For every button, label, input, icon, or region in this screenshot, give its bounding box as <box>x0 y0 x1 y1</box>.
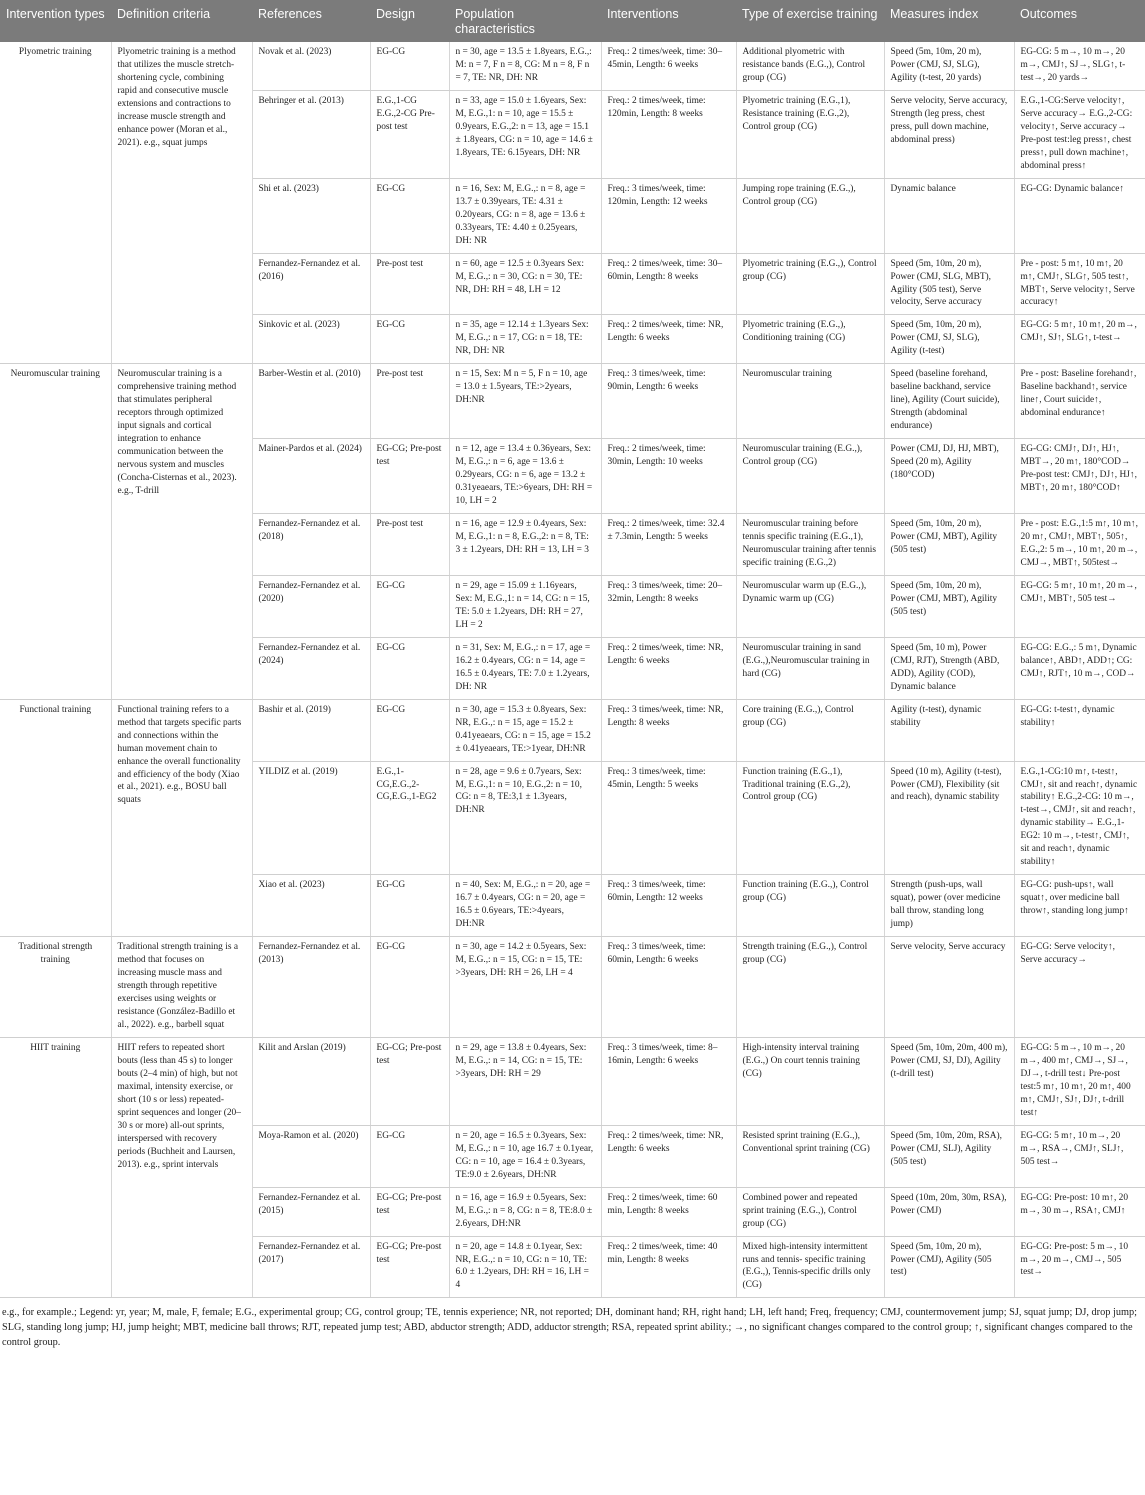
interventions-cell: Freq.: 3 times/week, time: 20–32min, Length: 8 weeks <box>601 575 736 637</box>
design-cell: EG-CG <box>370 699 449 761</box>
measures-cell: Speed (5m, 10m, 20 m), Power (CMJ, SJ, SLG), Agility (t-test, 20 yards) <box>884 42 1014 90</box>
design-cell: EG-CG <box>370 575 449 637</box>
reference-cell: Fernandez-Fernandez et al. (2018) <box>252 514 370 576</box>
outcomes-cell: Pre - post: Baseline forehand↑, Baseline backhand↑, service line↑, Court suicide↑, abdominal endurance↑ <box>1014 364 1145 439</box>
measures-cell: Speed (5m, 10m, 20 m), Power (CMJ, SLG, MBT), Agility (505 test), Serve velocity, Serve accuracy <box>884 253 1014 315</box>
population-cell: n = 30, age = 13.5 ± 1.8years, E.G.,: M: n = 7, F n = 8, CG: M n = 8, F n = 7, TE: NR, DH: NR <box>449 42 601 90</box>
table-row <box>0 1037 1145 1125</box>
interventions-cell: Freq.: 2 times/week, time: 40 min, Length: 8 weeks <box>601 1236 736 1298</box>
reference-cell: Fernandez-Fernandez et al. (2013) <box>252 937 370 1038</box>
population-cell: n = 60, age = 12.5 ± 0.3years Sex: M, E.G.,: n = 30, CG: n = 30, TE: NR, DH: RH = 48, LH = 12 <box>449 253 601 315</box>
measures-cell: Serve velocity, Serve accuracy, Strength (leg press, chest press, pull down machine, abdominal press) <box>884 90 1014 178</box>
measures-cell: Serve velocity, Serve accuracy <box>884 937 1014 1038</box>
interventions-cell: Freq.: 2 times/week, time: 30min, Length: 10 weeks <box>601 439 736 514</box>
measures-cell: Agility (t-test), dynamic stability <box>884 699 1014 761</box>
outcomes-cell: EG-CG: Pre-post: 10 m↑, 20 m→, 30 m→, RSA↑, CMJ↑ <box>1014 1187 1145 1236</box>
population-cell: n = 16, age = 12.9 ± 0.4years, Sex: M, E.G.,1: n = 8, E.G.,2: n = 8, TE: 3 ± 1.2years, DH: RH = 13, LH = 3 <box>449 514 601 576</box>
measures-cell: Speed (baseline forehand, baseline backhand, service line), Agility (Court suicide), Strength (abdominal endurance) <box>884 364 1014 439</box>
measures-cell: Speed (10 m), Agility (t-test), Power (CMJ), Flexibility (sit and reach), dynamic stability <box>884 761 1014 875</box>
table-row <box>0 364 1145 439</box>
design-cell: Pre-post test <box>370 253 449 315</box>
reference-cell: Sinkovic et al. (2023) <box>252 315 370 364</box>
header-interventions: Interventions <box>601 0 736 42</box>
interventions-cell: Freq.: 3 times/week, time: NR, Length: 8 weeks <box>601 699 736 761</box>
exercise-type-cell: Jumping rope training (E.G.,), Control group (CG) <box>736 178 884 253</box>
reference-cell: Fernandez-Fernandez et al. (2020) <box>252 575 370 637</box>
definition-cell: Neuromuscular training is a comprehensive training method that stimulates peripheral receptors through optimized input signals and cortical integration to enhance communication between the nervous system and muscles (Concha-Cisternas et al., 2023). e.g., T-drill <box>111 364 252 699</box>
reference-cell: Barber-Westin et al. (2010) <box>252 364 370 439</box>
header-outcomes: Outcomes <box>1014 0 1145 42</box>
design-cell: EG-CG; Pre-post test <box>370 1187 449 1236</box>
reference-cell: Fernandez-Fernandez et al. (2024) <box>252 637 370 699</box>
exercise-type-cell: Core training (E.G.,), Control group (CG) <box>736 699 884 761</box>
reference-cell: Shi et al. (2023) <box>252 178 370 253</box>
outcomes-cell: Pre - post: 5 m↑, 10 m↑, 20 m↑, CMJ↑, SLG↑, 505 test↑, MBT↑, Serve velocity↑, Serve accuracy↑ <box>1014 253 1145 315</box>
measures-cell: Speed (5m, 10m, 20 m), Power (CMJ, SJ, SLG), Agility (t-test) <box>884 315 1014 364</box>
exercise-type-cell: Function training (E.G.,), Control group (CG) <box>736 875 884 937</box>
reference-cell: Xiao et al. (2023) <box>252 875 370 937</box>
measures-cell: Strength (push-ups, wall squat), power (over medicine ball throw, standing long jump) <box>884 875 1014 937</box>
design-cell: E.G.,1-CG E.G.,2-CG Pre-post test <box>370 90 449 178</box>
measures-cell: Dynamic balance <box>884 178 1014 253</box>
measures-cell: Speed (5m, 10m, 20m, RSA), Power (CMJ, SLJ), Agility (505 test) <box>884 1125 1014 1187</box>
exercise-type-cell: Mixed high-intensity intermittent runs and tennis- specific training (E.G.,), Tennis-specific drills only (CG) <box>736 1236 884 1298</box>
exercise-type-cell: Neuromuscular training in sand (E.G.,),Neuromuscular training in hard (CG) <box>736 637 884 699</box>
interventions-cell: Freq.: 2 times/week, time: 120min, Length: 8 weeks <box>601 90 736 178</box>
outcomes-cell: EG-CG: Serve velocity↑, Serve accuracy→ <box>1014 937 1145 1038</box>
header-population-characteristics: Population characteristics <box>449 0 601 42</box>
population-cell: n = 29, age = 15.09 ± 1.16years, Sex: M, E.G.,1: n = 14, CG: n = 15, TE: 5.0 ± 1.2years, DH: RH = 27, LH = 2 <box>449 575 601 637</box>
header-references: References <box>252 0 370 42</box>
exercise-type-cell: High-intensity interval training (E.G.,) On court tennis training (CG) <box>736 1037 884 1125</box>
population-cell: n = 12, age = 13.4 ± 0.36years, Sex: M, E.G.,: n = 6, age = 13.6 ± 0.29years, CG: n = 6, age = 13.2 ± 0.31yeaears, TE:>6years, DH: RH = 10, LH = 2 <box>449 439 601 514</box>
table-row <box>0 699 1145 761</box>
exercise-type-cell: Plyometric training (E.G.,), Conditioning training (CG) <box>736 315 884 364</box>
design-cell: EG-CG <box>370 637 449 699</box>
measures-cell: Speed (5m, 10m, 20 m), Power (CMJ), Agility (505 test) <box>884 1236 1014 1298</box>
reference-cell: Behringer et al. (2013) <box>252 90 370 178</box>
intervention-type-cell: HIIT training <box>0 1037 111 1297</box>
header-row <box>0 0 1145 42</box>
exercise-type-cell: Plyometric training (E.G.,), Control group (CG) <box>736 253 884 315</box>
design-cell: EG-CG; Pre-post test <box>370 1236 449 1298</box>
exercise-type-cell: Plyometric training (E.G.,1), Resistance training (E.G.,2), Control group (CG) <box>736 90 884 178</box>
outcomes-cell: EG-CG: E.G.,: 5 m↑, Dynamic balance↑, ABD↑, ADD↑; CG: CMJ↑, RJT↑, 10 m→, COD→ <box>1014 637 1145 699</box>
header-measures-index: Measures index <box>884 0 1014 42</box>
population-cell: n = 40, Sex: M, E.G.,: n = 20, age = 16.7 ± 0.4years, CG: n = 20, age = 16.5 ± 0.6years, TE:>4years, DH:NR <box>449 875 601 937</box>
interventions-cell: Freq.: 3 times/week, time: 60min, Length: 12 weeks <box>601 875 736 937</box>
interventions-cell: Freq.: 2 times/week, time: NR, Length: 6 weeks <box>601 637 736 699</box>
interventions-cell: Freq.: 3 times/week, time: 90min, Length: 6 weeks <box>601 364 736 439</box>
outcomes-cell: EG-CG: CMJ↑, DJ↑, HJ↑, MBT→, 20 m↑, 180°COD→ Pre-post test: CMJ↑, DJ↑, HJ↑, MBT↑, 20 m↑, 180°COD↑ <box>1014 439 1145 514</box>
exercise-type-cell: Resisted sprint training (E.G.,), Conventional sprint training (CG) <box>736 1125 884 1187</box>
exercise-type-cell: Neuromuscular warm up (E.G.,), Dynamic warm up (CG) <box>736 575 884 637</box>
exercise-type-cell: Combined power and repeated sprint training (E.G.,), Control group (CG) <box>736 1187 884 1236</box>
outcomes-cell: EG-CG: push-ups↑, wall squat↑, over medicine ball throw↑, standing long jump↑ <box>1014 875 1145 937</box>
intervention-type-cell: Traditional strength training <box>0 937 111 1038</box>
measures-cell: Power (CMJ, DJ, HJ, MBT), Speed (20 m), Agility (180°COD) <box>884 439 1014 514</box>
header-type-of-exercise-training: Type of exercise training <box>736 0 884 42</box>
outcomes-cell: EG-CG: t-test↑, dynamic stability↑ <box>1014 699 1145 761</box>
population-cell: n = 20, age = 14.8 ± 0.1year, Sex: NR, E.G.,: n = 10, CG: n = 10, TE: 6.0 ± 1.2years, DH: RH = 16, LH = 4 <box>449 1236 601 1298</box>
outcomes-cell: EG-CG: 5 m↑, 10 m→, 20 m→, RSA→, CMJ↑, SLJ↑, 505 test→ <box>1014 1125 1145 1187</box>
measures-cell: Speed (10m, 20m, 30m, RSA), Power (CMJ) <box>884 1187 1014 1236</box>
table-legend: e.g., for example.; Legend: yr, year; M, male, F, female; E.G., experimental group; CG, control group; TE, tennis experience; NR, not reported; DH, dominant hand; RH, right hand; LH, left hand; Freq, frequency; CMJ, countermovement jump; SJ, squat jump; DJ, drop jump; SLG, standing long jump; HJ, jump height; MBT, medicine ball throws; RJT, repeated jump test; ABD, abductor strength; ADD, adductor strength; RSA, repeated sprint ability.; →, no significant changes compared to the control group; ↑, significant changes compared to the control group. <box>2 1307 1137 1348</box>
design-cell: EG-CG <box>370 937 449 1038</box>
table-body <box>0 42 1145 1298</box>
interventions-cell: Freq.: 3 times/week, time: 60min, Length: 6 weeks <box>601 937 736 1038</box>
measures-cell: Speed (5m, 10m, 20m, 400 m), Power (CMJ, SJ, DJ), Agility (t-drill test) <box>884 1037 1014 1125</box>
design-cell: EG-CG <box>370 315 449 364</box>
reference-cell: Mainer-Pardos et al. (2024) <box>252 439 370 514</box>
table-row <box>0 42 1145 90</box>
design-cell: EG-CG <box>370 42 449 90</box>
population-cell: n = 29, age = 13.8 ± 0.4years, Sex: M, E.G.,: n = 14, CG: n = 15, TE: >3years, DH: RH = 29 <box>449 1037 601 1125</box>
header-design: Design <box>370 0 449 42</box>
design-cell: Pre-post test <box>370 514 449 576</box>
design-cell: E.G.,1-CG,E.G.,2-CG,E.G.,1-EG2 <box>370 761 449 875</box>
interventions-cell: Freq.: 2 times/week, time: 30–60min, Length: 8 weeks <box>601 253 736 315</box>
exercise-type-cell: Strength training (E.G.,), Control group (CG) <box>736 937 884 1038</box>
design-cell: EG-CG; Pre-post test <box>370 1037 449 1125</box>
interventions-cell: Freq.: 2 times/week, time: 60 min, Length: 8 weeks <box>601 1187 736 1236</box>
outcomes-cell: E.G.,1-CG:10 m↑, t-test↑, CMJ↑, sit and reach↑, dynamic stability↑ E.G.,2-CG: 10 m→, t-test→, CMJ↑, sit and reach↑, dynamic stability→ E.G.,1-EG2: 10 m→, t-test↑, CMJ↑, sit and reach↑, dynamic stability↑ <box>1014 761 1145 875</box>
reference-cell: YILDIZ et al. (2019) <box>252 761 370 875</box>
reference-cell: Moya-Ramon et al. (2020) <box>252 1125 370 1187</box>
population-cell: n = 16, Sex: M, E.G.,: n = 8, age = 13.7 ± 0.39years, TE: 4.31 ± 0.20years, CG: n = 8, age = 13.6 ± 0.33years, TE: 4.40 ± 0.25years, DH: NR <box>449 178 601 253</box>
design-cell: EG-CG <box>370 1125 449 1187</box>
interventions-cell: Freq.: 3 times/week, time: 45min, Length: 5 weeks <box>601 761 736 875</box>
exercise-type-cell: Function training (E.G.,1), Traditional training (E.G.,2), Control group (CG) <box>736 761 884 875</box>
design-cell: EG-CG <box>370 875 449 937</box>
population-cell: n = 30, age = 14.2 ± 0.5years, Sex: M, E.G.,: n = 15, CG: n = 15, TE: >3years, DH: RH = 26, LH = 4 <box>449 937 601 1038</box>
population-cell: n = 20, age = 16.5 ± 0.3years, Sex: M, E.G.,: n = 10, age 16.7 ± 0.1year, CG: n = 10, age = 16.4 ± 0.3years, TE:9.0 ± 2.6years, DH:NR <box>449 1125 601 1187</box>
definition-cell: Functional training refers to a method that targets specific parts and connections within the human movement chain to enhance the overall functionality and efficiency of the body (Xiao et al., 2021). e.g., BOSU ball squats <box>111 699 252 937</box>
intervention-type-cell: Neuromuscular training <box>0 364 111 699</box>
design-cell: EG-CG <box>370 178 449 253</box>
outcomes-cell: EG-CG: 5 m→, 10 m→, 20 m→, CMJ↑, SJ→, SLG↑, t-test→, 20 yards→ <box>1014 42 1145 90</box>
definition-cell: Plyometric training is a method that utilizes the muscle stretch-shortening cycle, combining rapid and consecutive muscle extensions and contractions to increase muscle strength and enhance power (Moran et al., 2021). e.g., squat jumps <box>111 42 252 364</box>
reference-cell: Kilit and Arslan (2019) <box>252 1037 370 1125</box>
exercise-type-cell: Additional plyometric with resistance bands (E.G.,), Control group (CG) <box>736 42 884 90</box>
reference-cell: Novak et al. (2023) <box>252 42 370 90</box>
population-cell: n = 28, age = 9.6 ± 0.7years, Sex: M, E.G.,1: n = 10, E.G.,2: n = 10, CG: n = 8, TE:3,1 ± 1.3years, DH:NR <box>449 761 601 875</box>
design-cell: Pre-post test <box>370 364 449 439</box>
population-cell: n = 16, age = 16.9 ± 0.5years, Sex: M, E.G.,: n = 8, CG: n = 8, TE:8.0 ± 2.6years, DH:NR <box>449 1187 601 1236</box>
reference-cell: Fernandez-Fernandez et al. (2017) <box>252 1236 370 1298</box>
measures-cell: Speed (5m, 10m, 20 m), Power (CMJ, MBT), Agility (505 test) <box>884 575 1014 637</box>
population-cell: n = 30, age = 15.3 ± 0.8years, Sex: NR, E.G.,: n = 15, age = 15.2 ± 0.41yeaears, CG: n = 15, age = 15.2 ± 0.41yeaears, TE:>1year, DH:NR <box>449 699 601 761</box>
interventions-cell: Freq.: 2 times/week, time: 32.4 ± 7.3min, Length: 5 weeks <box>601 514 736 576</box>
header-definition-criteria: Definition criteria <box>111 0 252 42</box>
definition-cell: Traditional strength training is a method that focuses on increasing muscle mass and strength through repetitive exercises using weights or resistance (González-Badillo et al., 2022). e.g., barbell squat <box>111 937 252 1038</box>
measures-cell: Speed (5m, 10 m), Power (CMJ, RJT), Strength (ABD, ADD), Agility (COD), Dynamic balance <box>884 637 1014 699</box>
population-cell: n = 33, age = 15.0 ± 1.6years, Sex: M, E.G.,1: n = 10, age = 15.5 ± 0.9years, E.G.,2: n = 13, age = 15.1 ± 1.8years, CG: n = 10, age = 14.6 ± 1.8years, TE: 6.15years, DH: NR <box>449 90 601 178</box>
outcomes-cell: Pre - post: E.G.,1:5 m↑, 10 m↑, 20 m↑, CMJ↑, MBT↑, 505↑, E.G.,2: 5 m→, 10 m↑, 20 m→, CMJ→, MBT↑, 505test→ <box>1014 514 1145 576</box>
interventions-cell: Freq.: 2 times/week, time: NR, Length: 6 weeks <box>601 1125 736 1187</box>
outcomes-cell: EG-CG: Dynamic balance↑ <box>1014 178 1145 253</box>
intervention-type-cell: Plyometric training <box>0 42 111 364</box>
interventions-cell: Freq.: 2 times/week, time: 30–45min, Length: 6 weeks <box>601 42 736 90</box>
exercise-type-cell: Neuromuscular training before tennis specific training (E.G.,1), Neuromuscular training after tennis specific training (E.G.,2) <box>736 514 884 576</box>
reference-cell: Bashir et al. (2019) <box>252 699 370 761</box>
reference-cell: Fernandez-Fernandez et al. (2016) <box>252 253 370 315</box>
outcomes-cell: EG-CG: 5 m↑, 10 m↑, 20 m→, CMJ↑, MBT↑, 505 test→ <box>1014 575 1145 637</box>
outcomes-cell: EG-CG: 5 m↑, 10 m↑, 20 m→, CMJ↑, SJ↑, SLG↑, t-test→ <box>1014 315 1145 364</box>
exercise-type-cell: Neuromuscular training <box>736 364 884 439</box>
table-row <box>0 937 1145 1038</box>
exercise-type-cell: Neuromuscular training (E.G.,), Control group (CG) <box>736 439 884 514</box>
interventions-cell: Freq.: 2 times/week, time: NR, Length: 6 weeks <box>601 315 736 364</box>
outcomes-cell: E.G.,1-CG:Serve velocity↑, Serve accuracy→ E.G.,2-CG: velocity↑, Serve accuracy→ Pre-post test:leg press↑, chest press↑, pull down machine↑, abdominal press↑ <box>1014 90 1145 178</box>
population-cell: n = 31, Sex: M, E.G.,: n = 17, age = 16.2 ± 0.4years, CG: n = 14, age = 16.5 ± 0.4years, TE: 7.0 ± 1.2years, DH: NR <box>449 637 601 699</box>
measures-cell: Speed (5m, 10m, 20 m), Power (CMJ, MBT), Agility (505 test) <box>884 514 1014 576</box>
outcomes-cell: EG-CG: Pre-post: 5 m→, 10 m→, 20 m→, CMJ→, 505 test→ <box>1014 1236 1145 1298</box>
outcomes-cell: EG-CG: 5 m→, 10 m→, 20 m→, 400 m↑, CMJ→, SJ→, DJ→, t-drill test↓ Pre-post test:5 m↑, 10 m↑, 20 m↑, 400 m↑, CMJ↑, SJ↑, DJ↑, t-drill test↑ <box>1014 1037 1145 1125</box>
population-cell: n = 35, age = 12.14 ± 1.3years Sex: M, E.G.,: n = 17, CG: n = 18, TE: NR, DH: NR <box>449 315 601 364</box>
reference-cell: Fernandez-Fernandez et al. (2015) <box>252 1187 370 1236</box>
population-cell: n = 15, Sex: M n = 5, F n = 10, age = 13.0 ± 1.5years, TE:>2years, DH:NR <box>449 364 601 439</box>
design-cell: EG-CG; Pre-post test <box>370 439 449 514</box>
header-intervention-types: Intervention types <box>0 0 111 42</box>
definition-cell: HIIT refers to repeated short bouts (less than 45 s) to longer bouts (2–4 min) of high, but not maximal, intensity exercise, or short (10 s or less) repeated-sprint sequences and longer (20–30 s or more) all-out sprints, interspersed with recovery periods (Buchheit and Laursen, 2013). e.g., sprint intervals <box>111 1037 252 1297</box>
interventions-cell: Freq.: 3 times/week, time: 120min, Length: 12 weeks <box>601 178 736 253</box>
interventions-cell: Freq.: 3 times/week, time: 8–16min, Length: 6 weeks <box>601 1037 736 1125</box>
intervention-type-cell: Functional training <box>0 699 111 937</box>
